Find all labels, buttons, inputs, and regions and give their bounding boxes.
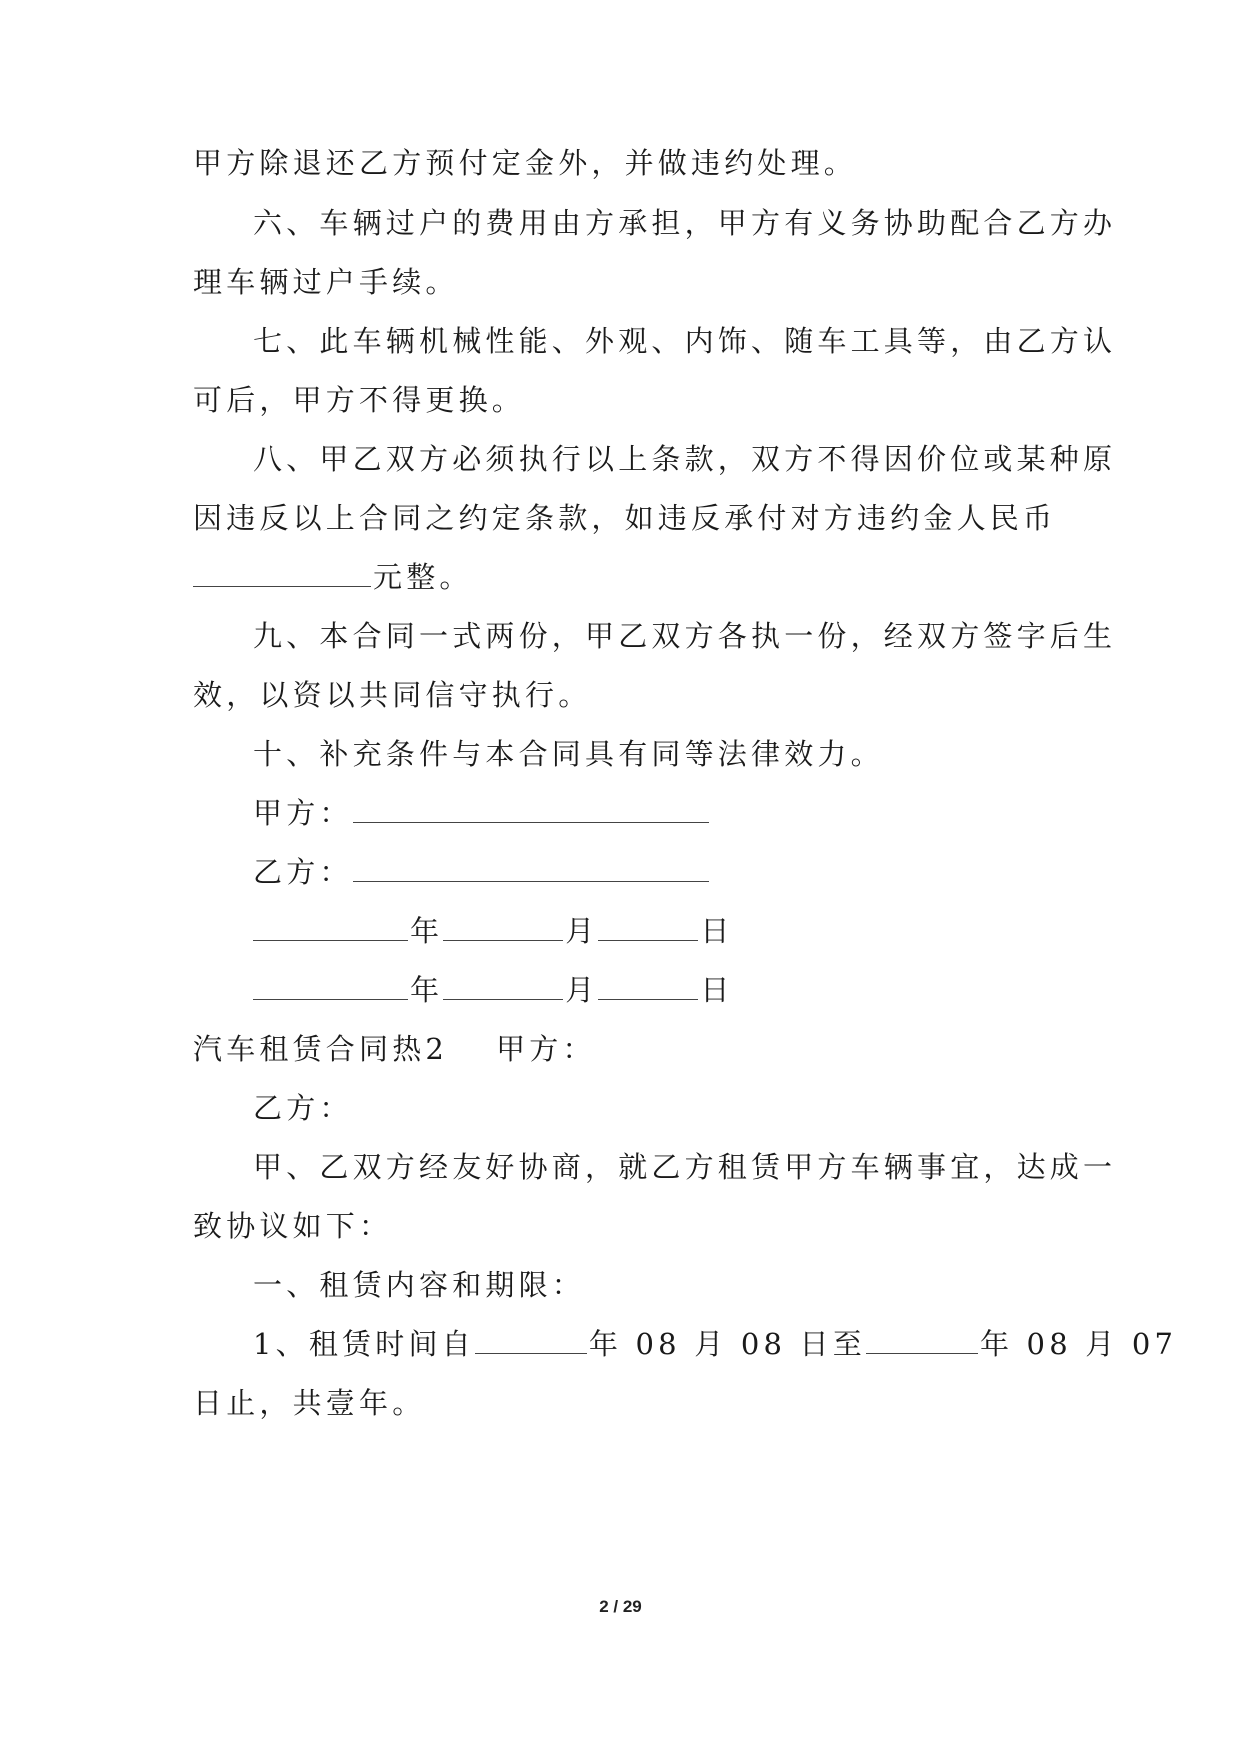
section-title: 汽车租赁合同热2	[193, 1032, 449, 1066]
year-label: 年	[410, 914, 444, 948]
page-number: 2 / 29	[599, 1597, 642, 1616]
year-blank	[253, 973, 408, 1000]
clause-8-line-2: 因违反以上合同之约定条款，如违反承付对方违约金人民币	[193, 501, 1057, 535]
preamble-line-2: 致协议如下：	[193, 1209, 393, 1243]
section-heading-line	[193, 1031, 596, 1067]
party-b-label: 乙方：	[253, 855, 353, 889]
year-label: 年	[410, 973, 444, 1007]
day-label: 日	[700, 973, 734, 1007]
clause-8-line-1: 八、甲乙双方必须执行以上条款，双方不得因价位或某种原	[253, 442, 1117, 476]
clause-7-line-1: 七、此车辆机械性能、外观、内饰、随车工具等，由乙方认	[253, 324, 1117, 358]
day-blank	[598, 973, 698, 1000]
month-label: 月	[565, 973, 599, 1007]
section-1-heading: 一、租赁内容和期限：	[253, 1268, 586, 1302]
party-b-blank	[353, 855, 709, 882]
term-line-2: 日止，共壹年。	[193, 1386, 426, 1420]
clause-7-line-2: 可后，甲方不得更换。	[193, 383, 526, 417]
party-a-label: 甲方：	[253, 796, 353, 830]
party-b-label-line: 乙方：	[253, 1091, 353, 1125]
clause-6-line-1: 六、车辆过户的费用由方承担，甲方有义务协助配合乙方办	[253, 206, 1117, 240]
clause-9-line-2: 效，以资以共同信守执行。	[193, 678, 592, 712]
term-mid-text: 年 08 月 08 日至	[588, 1327, 866, 1361]
month-blank	[443, 914, 563, 941]
clause-9-line-1: 九、本合同一式两份，甲乙双方各执一份，经双方签字后生	[253, 619, 1117, 653]
day-blank	[598, 914, 698, 941]
clause-6-line-2: 理车辆过户手续。	[193, 265, 459, 299]
term-start-label: 1、租赁时间自	[253, 1327, 475, 1361]
party-a-blank	[353, 796, 709, 823]
party-a-signature	[253, 795, 711, 831]
party-b-signature	[253, 854, 711, 890]
preamble-line-1: 甲、乙双方经友好协商，就乙方租赁甲方车辆事宜，达成一	[253, 1150, 1117, 1184]
month-blank	[443, 973, 563, 1000]
term-line-1	[253, 1326, 1177, 1362]
end-year-blank	[866, 1327, 978, 1354]
year-blank	[253, 914, 408, 941]
amount-blank	[193, 560, 371, 587]
date-line-2	[253, 972, 734, 1008]
amount-suffix: 元整。	[373, 560, 473, 594]
clause-8-line-3	[193, 559, 473, 595]
day-label: 日	[700, 914, 734, 948]
term-end-text: 年 08 月 07	[979, 1327, 1178, 1361]
month-label: 月	[565, 914, 599, 948]
text-line: 甲方除退还乙方预付定金外，并做违约处理。	[193, 146, 858, 180]
date-line-1	[253, 913, 734, 949]
party-a-label: 甲方：	[496, 1032, 596, 1066]
clause-10: 十、补充条件与本合同具有同等法律效力。	[253, 737, 884, 771]
start-year-blank	[475, 1327, 587, 1354]
